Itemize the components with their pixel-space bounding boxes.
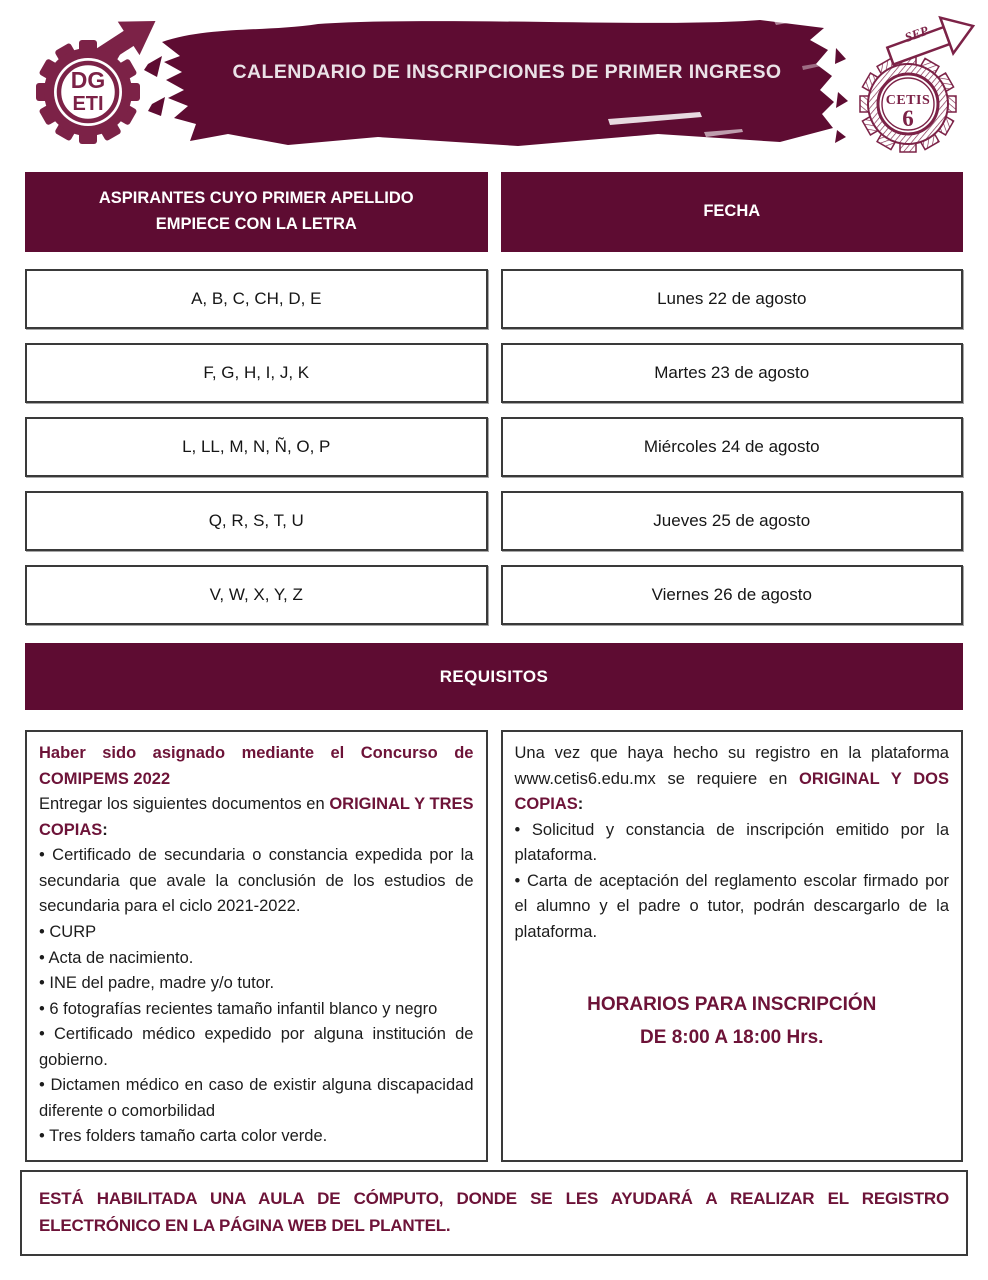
cetis6-name-text: CETIS bbox=[885, 93, 931, 108]
table-row-date: Jueves 25 de agosto bbox=[501, 491, 964, 551]
dgeti-text-dg: DG bbox=[70, 67, 106, 93]
documents-intro-paragraph bbox=[39, 792, 474, 843]
comipems-text: Haber sido asignado mediante el Concurso de COMIPEMS 2022 bbox=[39, 744, 474, 788]
cetis6-gear-arrow-icon bbox=[856, 14, 976, 166]
schedule-hours-heading bbox=[515, 988, 950, 1055]
schedule-hours-line2: DE 8:00 A 18:00 Hrs. bbox=[640, 1026, 824, 1048]
table-row-letters: Q, R, S, T, U bbox=[25, 491, 488, 551]
requirement-item: • CURP bbox=[39, 922, 97, 941]
table-row-date: Lunes 22 de agosto bbox=[501, 269, 964, 329]
requirement-item: • Acta de nacimiento. bbox=[39, 948, 194, 967]
original-tres-copias-text: ORIGINAL Y TRES COPIAS bbox=[39, 795, 474, 839]
requirements-right-box bbox=[501, 730, 964, 1162]
requirement-item: • INE del padre, madre y/o tutor. bbox=[39, 974, 275, 993]
header bbox=[0, 0, 988, 168]
requirement-item: • Dictamen médico en caso de existir alguna discapacidad diferente o comorbilidad bbox=[39, 1076, 474, 1120]
requirements-left-box bbox=[25, 730, 488, 1162]
table-row-date: Viernes 26 de agosto bbox=[501, 565, 964, 625]
original-dos-copias-text: ORIGINAL Y DOS COPIAS bbox=[514, 769, 950, 814]
platform-colon: : bbox=[577, 795, 584, 814]
table-row-letters: V, W, X, Y, Z bbox=[25, 565, 488, 625]
computer-room-notice-box bbox=[20, 1170, 968, 1256]
table-row-letters: F, G, H, I, J, K bbox=[25, 343, 488, 403]
platform-prefix: Una vez que haya hecho su registro en la plataforma www.cetis6.edu.mx se requiere en bbox=[514, 744, 949, 788]
column-header-date-label: FECHA bbox=[703, 202, 761, 221]
requirement-item: • Certificado médico expedido por alguna institución de gobierno. bbox=[39, 1025, 474, 1069]
column-header-letters-line1: ASPIRANTES CUYO PRIMER APELLIDO bbox=[98, 189, 414, 208]
requisitos-banner-label: REQUISITOS bbox=[439, 666, 549, 686]
column-header-letters-line2: EMPIECE CON LA LETRA bbox=[155, 215, 357, 233]
table-row-letters: A, B, C, CH, D, E bbox=[25, 269, 488, 329]
requirement-item: • Solicitud y constancia de inscripción emitido por la plataforma. bbox=[514, 820, 949, 865]
documents-intro-colon: : bbox=[102, 820, 108, 839]
table-row-date: Miércoles 24 de agosto bbox=[501, 417, 964, 477]
column-header-letters bbox=[25, 172, 488, 252]
schedule-hours-line1: HORARIOS PARA INSCRIPCIÓN bbox=[587, 993, 877, 1015]
requisitos-banner bbox=[25, 643, 963, 710]
cetis6-number-text: 6 bbox=[902, 106, 914, 131]
table-row-letters: L, LL, M, N, Ñ, O, P bbox=[25, 417, 488, 477]
comipems-paragraph bbox=[39, 741, 474, 792]
requirement-item: • 6 fotografías recientes tamaño infantil blanco y negro bbox=[39, 999, 438, 1018]
table-row-date: Martes 23 de agosto bbox=[501, 343, 964, 403]
dgeti-text-eti: ETI bbox=[72, 93, 104, 115]
requirements-section bbox=[25, 730, 963, 1162]
page-title: CALENDARIO DE INSCRIPCIONES DE PRIMER INGRESO bbox=[232, 60, 782, 83]
main-content bbox=[0, 172, 988, 1162]
schedule-table bbox=[25, 172, 963, 625]
cetis6-sep-text: SEP bbox=[902, 22, 931, 45]
title-banner bbox=[138, 6, 850, 158]
column-header-date bbox=[501, 172, 964, 252]
platform-paragraph bbox=[515, 741, 950, 818]
requirement-item: • Tres folders tamaño carta color verde. bbox=[39, 1127, 328, 1146]
computer-room-notice-text: ESTÁ HABILITADA UNA AULA DE CÓMPUTO, DONDE SE LES AYUDARÁ A REALIZAR EL REGISTRO ELECTRÓNICO EN LA PÁGINA WEB DEL PLANTEL. bbox=[39, 1189, 949, 1236]
documents-intro-prefix: Entregar los siguientes documentos en bbox=[39, 795, 330, 814]
cetis6-logo-icon bbox=[856, 14, 976, 166]
footer bbox=[0, 1170, 988, 1256]
requirement-item: • Certificado de secundaria o constancia expedida por la secundaria que avale la conclusión de los estudios de secundaria para el ciclo 2021-2022. bbox=[39, 846, 474, 916]
requirement-item: • Carta de aceptación del reglamento escolar firmado por el alumno y el padre o tutor, podrán descargarlo de la plataforma. bbox=[514, 871, 949, 941]
